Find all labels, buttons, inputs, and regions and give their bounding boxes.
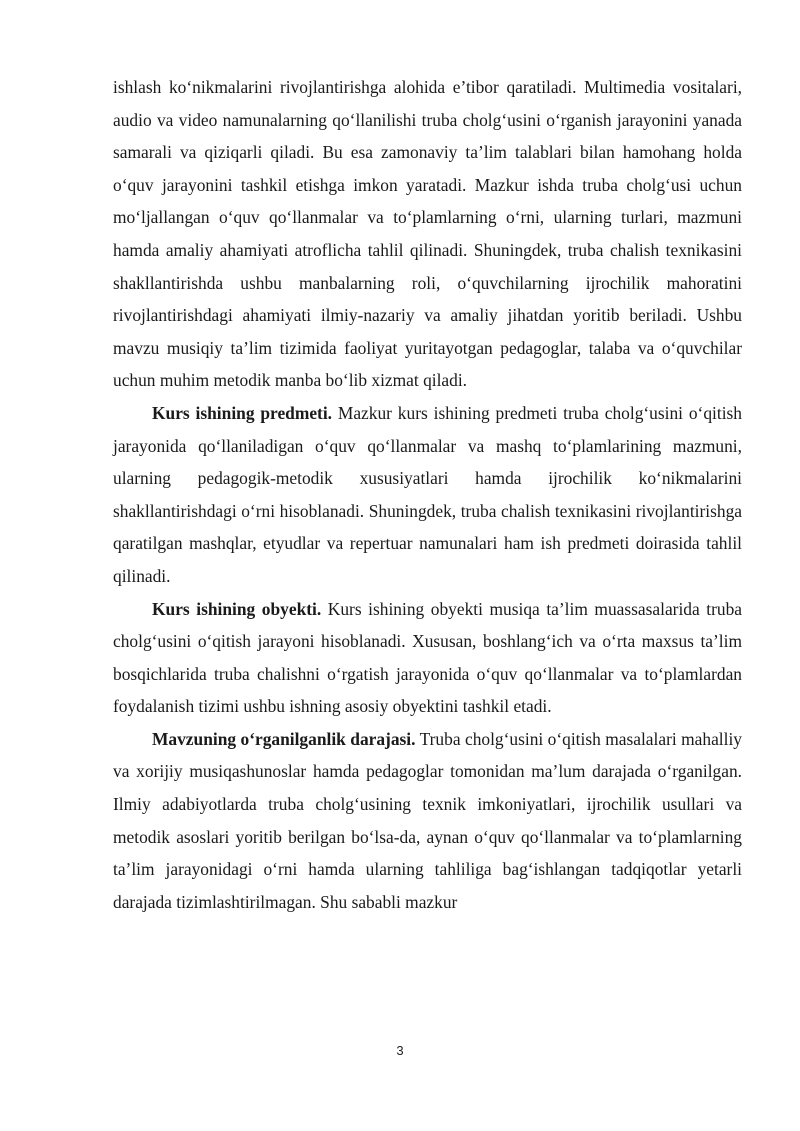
paragraph-study-level bbox=[113, 723, 742, 919]
paragraph-subject bbox=[113, 397, 742, 593]
paragraph-object bbox=[113, 593, 742, 723]
document-page bbox=[113, 71, 742, 918]
paragraph-intro-continuation bbox=[113, 71, 742, 397]
paragraph-text: Truba cholg‘usini o‘qitish masalalari mahalliy va xorijiy musiqashunoslar hamda pedagoglar tomonidan ma’lum darajada o‘rganilgan. Ilmiy adabiyotlarda truba cholg‘usining texnik imkoniyatlari, ijrochilik usullari va metodik asoslari yoritib berilgan bo‘lsa-da, aynan o‘quv qo‘llanmalar va to‘plamlarning ta’lim jarayonidagi o‘rni hamda ularning tahliliga bag‘ishlangan tadqiqotlar yetarli darajada tizimlashtirilmagan. Shu sababli mazkur bbox=[113, 728, 742, 912]
page-number: 3 bbox=[396, 1043, 404, 1058]
paragraph-heading: Kurs ishining obyekti. bbox=[152, 598, 322, 619]
paragraph-heading: Mavzuning o‘rganilganlik darajasi. bbox=[152, 728, 416, 749]
paragraph-text: Mazkur kurs ishining predmeti truba cholg‘usini o‘qitish jarayonida qo‘llaniladigan o‘quv qo‘llanmalar va mashq to‘plamlarining mazmuni, ularning pedagogik-metodik xususiyatlari hamda ijrochilik ko‘nikmalarini shakllantirishdagi o‘rni hisoblanadi. Shuningdek, truba chalish texnikasini rivojlantirishga qaratilgan mashqlar, etyudlar va repertuar namunalari ham ish predmeti doirasida tahlil qilinadi. bbox=[113, 402, 742, 586]
paragraph-text: Kurs ishining obyekti musiqa ta’lim muassasalarida truba cholg‘usini o‘qitish jarayoni hisoblanadi. Xususan, boshlang‘ich va o‘rta maxsus ta’lim bosqichlarida truba chalishni o‘rgatish jarayonida o‘quv qo‘llanmalar va to‘plamlardan foydalanish tizimi ushbu ishning asosiy obyektini tashkil etadi. bbox=[113, 598, 743, 717]
paragraph-heading: Kurs ishining predmeti. bbox=[152, 402, 333, 423]
paragraph-text: ishlash ko‘nikmalarini rivojlantirishga alohida e’tibor qaratiladi. Multimedia vositalari, audio va video namunalarning qo‘llanilishi truba cholg‘usini o‘rganish jarayonini yanada samarali va qiziqarli qiladi. Bu esa zamonaviy ta’lim talablari bilan hamohang holda o‘quv jarayonini tashkil etishga imkon yaratadi. Mazkur ishda truba cholg‘usi uchun mo‘ljallangan o‘quv qo‘llanmalar va to‘plamlarning o‘rni, ularning turlari, mazmuni hamda amaliy ahamiyati atroflicha tahlil qilinadi. Shuningdek, truba chalish texnikasini shakllantirishda ushbu manbalarning roli, o‘quvchilarning ijrochilik mahoratini rivojlantirishdagi ahamiyati ilmiy-nazariy va amaliy jihatdan yoritib beriladi. Ushbu mavzu musiqiy ta’lim tizimida faoliyat yuritayotgan pedagoglar, talaba va o‘quvchilar uchun muhim metodik manba bo‘lib xizmat qiladi. bbox=[113, 77, 742, 391]
